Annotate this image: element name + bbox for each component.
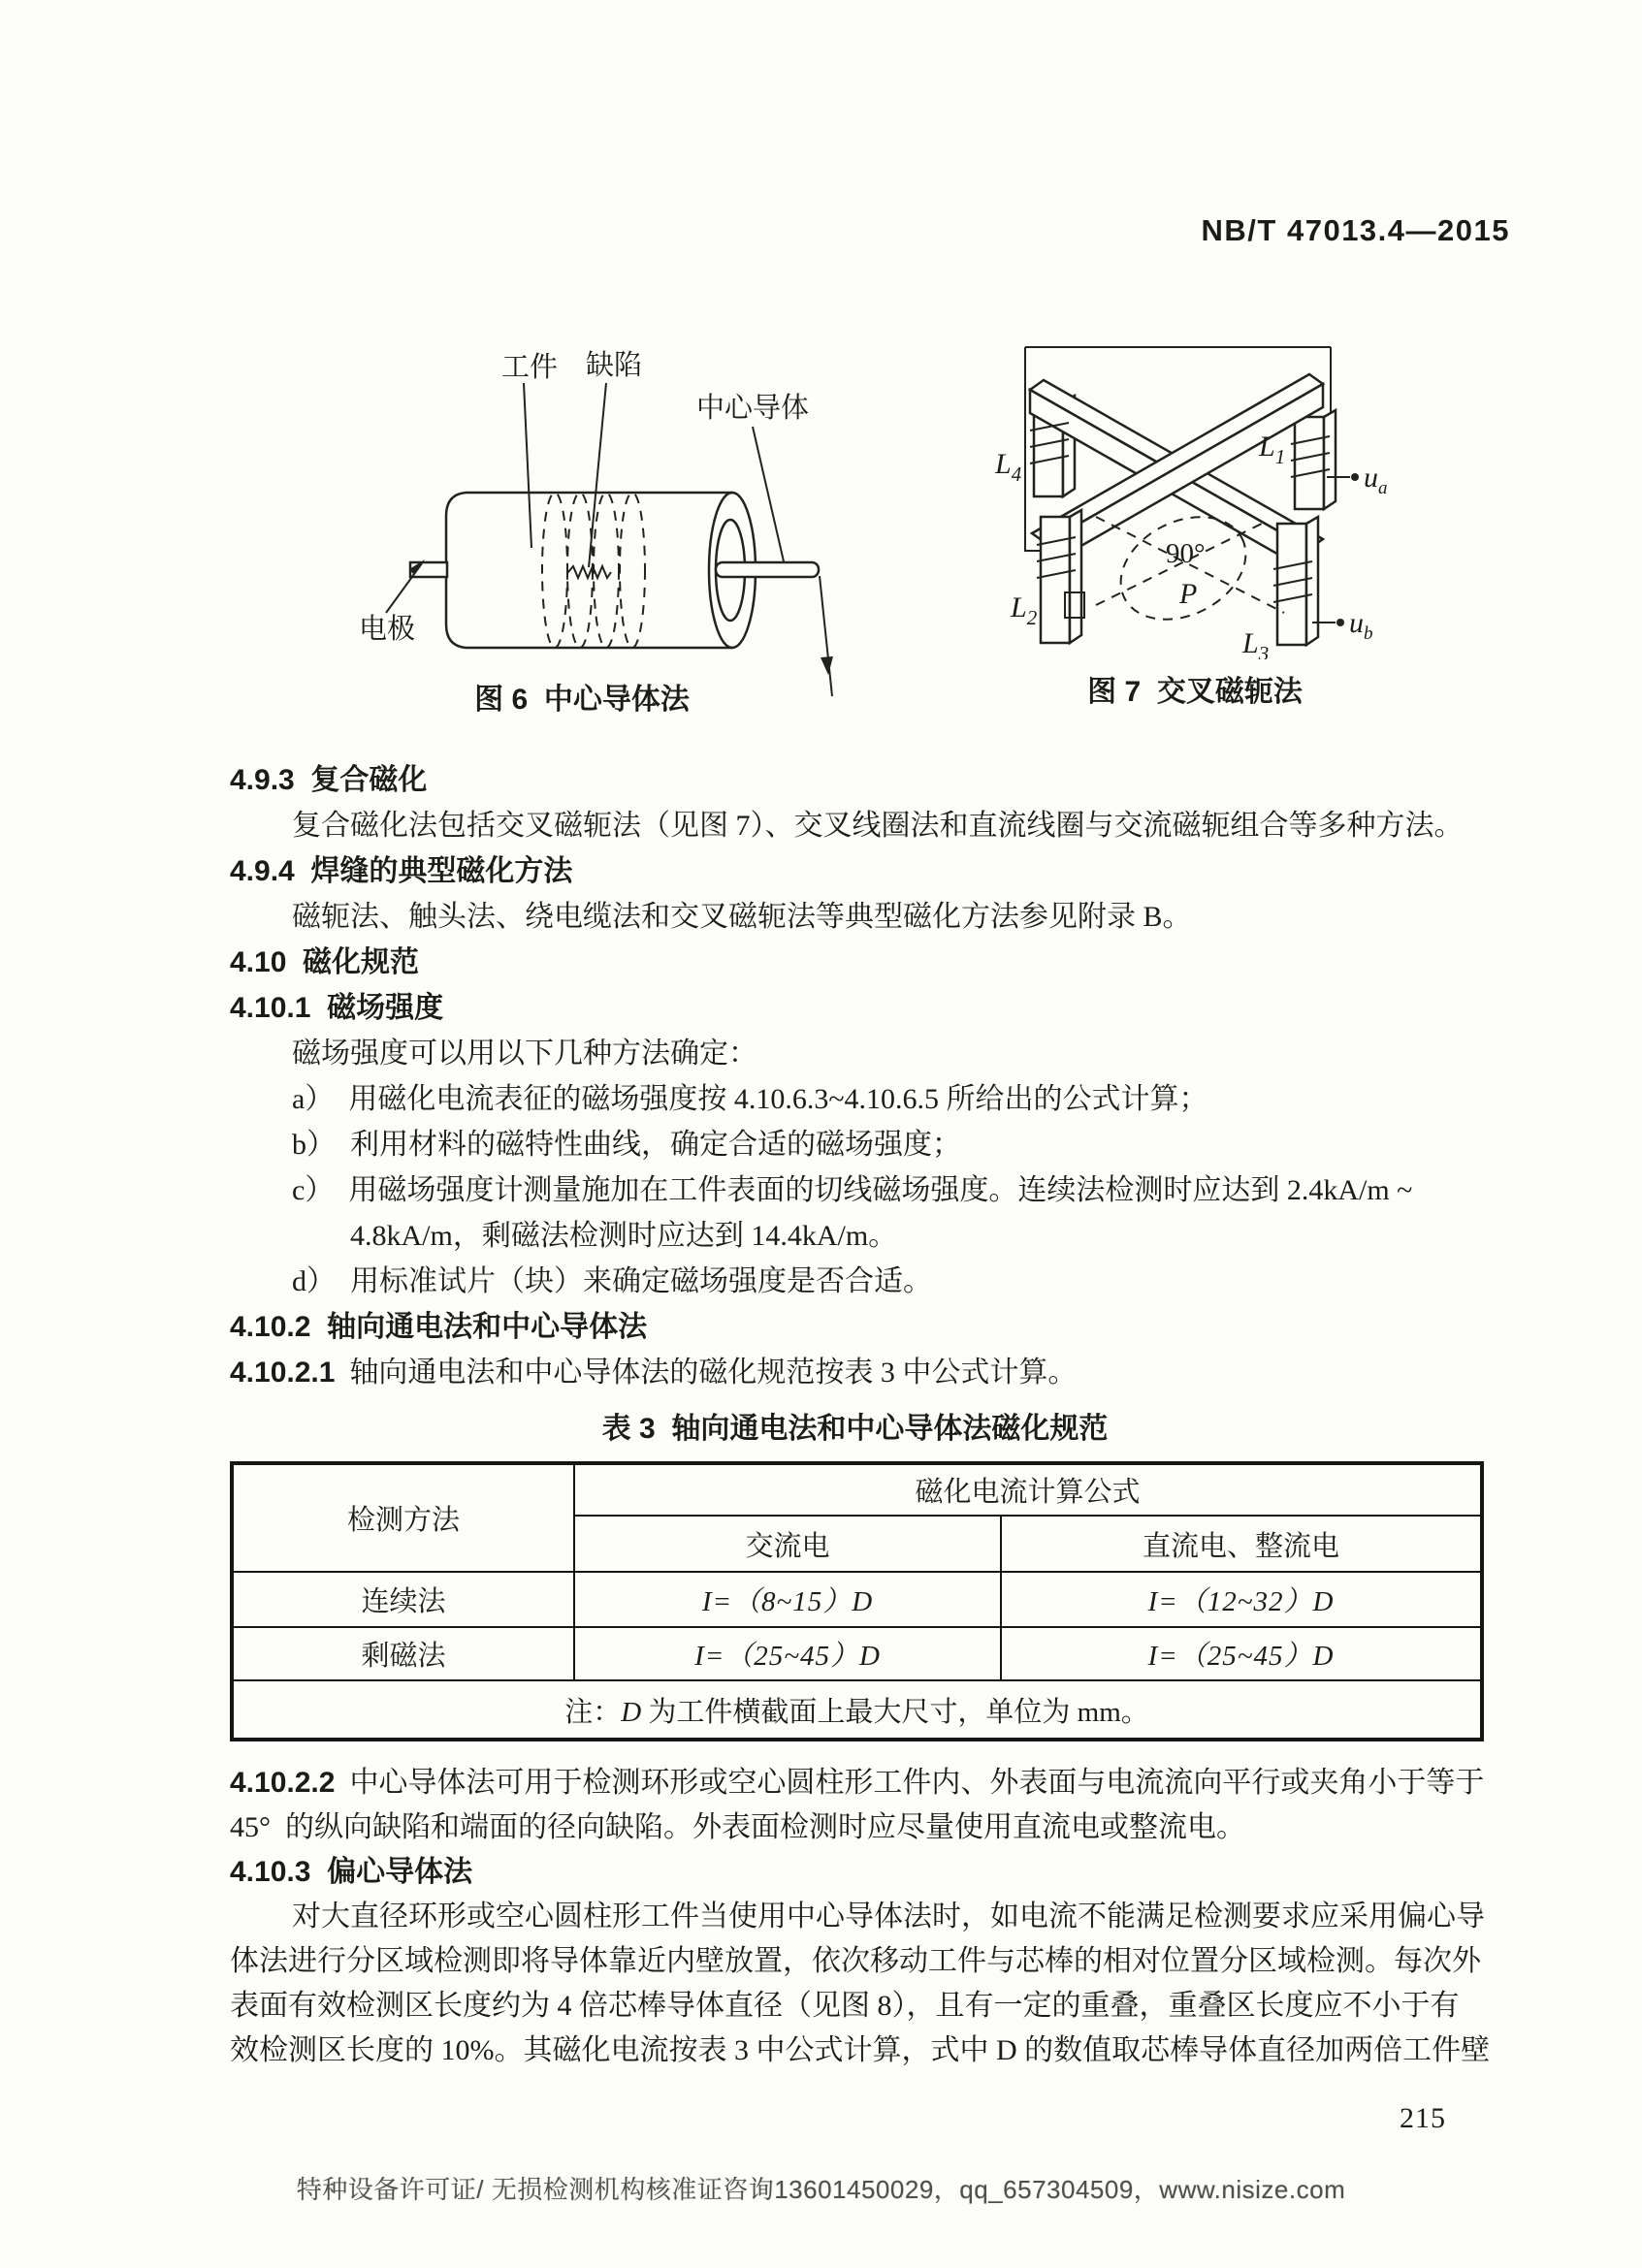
yoke-leg-l1 bbox=[1295, 417, 1324, 509]
section-heading-4-9-4: 4.9.4 焊缝的典型磁化方法 bbox=[230, 855, 573, 887]
leg-label-l1: $L_1$ bbox=[1259, 431, 1286, 468]
clause-4-10-2-1: 4.10.2.1 轴向通电法和中心导体法的磁化规范按表 3 中公式计算。 bbox=[230, 1357, 1078, 1389]
cell-method: 连续法 bbox=[232, 1572, 574, 1627]
section-heading-4-10-3: 4.10.3 偏心导体法 bbox=[230, 1856, 473, 1888]
leg-label-l3: $L_3$ bbox=[1242, 627, 1270, 659]
defect-mark bbox=[567, 566, 611, 578]
workpiece-label: 工件 bbox=[501, 352, 559, 383]
yoke-leg-l3-side bbox=[1306, 517, 1318, 645]
page-number: 215 bbox=[1400, 2102, 1446, 2134]
defect-label: 缺陷 bbox=[586, 350, 643, 381]
list-item-a: a） 用磁化电流表征的磁场强度按 4.10.6.3~4.10.6.5 所给出的公式计算； bbox=[292, 1083, 1208, 1115]
yoke-leg-l2-side bbox=[1070, 510, 1081, 643]
cell-ac-formula: I=（25~45）D bbox=[574, 1627, 1001, 1680]
magnetization-spec-table bbox=[230, 1461, 1484, 1741]
ua-arrow-dot bbox=[1351, 473, 1359, 481]
cell-dc-formula: I=（12~32）D bbox=[1001, 1572, 1482, 1627]
workpiece-leader-line bbox=[524, 383, 531, 548]
list-item-b: b） 利用材料的磁特性曲线，确定合适的磁场强度； bbox=[292, 1129, 961, 1161]
leg-label-l2: $L_2$ bbox=[1011, 591, 1038, 629]
table-3 bbox=[230, 1461, 1484, 1741]
figure-7-crossed-yoke-drawing bbox=[989, 330, 1455, 659]
voltage-label-ua: $u_a$ bbox=[1364, 462, 1388, 498]
paragraph-4-10-1: 磁场强度可以用以下几种方法确定： bbox=[292, 1038, 757, 1070]
field-ring bbox=[542, 493, 567, 648]
paragraph-4-9-3: 复合磁化法包括交叉磁轭法（见图 7）、交叉线圈法和直流线圈与交流磁轭组合等多种方法。 bbox=[292, 810, 1464, 842]
standard-number-header: NB/T 47013.4—2015 bbox=[1201, 213, 1510, 247]
body-text-block-2 bbox=[230, 1761, 1500, 2073]
body-text-block-1 bbox=[230, 757, 1500, 1395]
col-header-dc: 直流电、整流电 bbox=[1001, 1516, 1482, 1572]
ub-arrow-dot bbox=[1336, 619, 1344, 626]
list-item-d: d） 用标准试片（块）来确定磁场强度是否合适。 bbox=[292, 1265, 932, 1297]
angle-label: 90° bbox=[1166, 538, 1206, 569]
field-ring bbox=[567, 493, 593, 648]
yoke-leg-l1-side bbox=[1324, 410, 1336, 509]
table-3-title: 表 3 轴向通电法和中心导体法磁化规范 bbox=[601, 1413, 1109, 1445]
col-header-ac: 交流电 bbox=[574, 1516, 1001, 1572]
conductor-rod-right bbox=[716, 562, 819, 577]
leg-label-l4: $L_4$ bbox=[995, 448, 1022, 486]
list-item-c-line-1: c） 用磁场强度计测量施加在工件表面的切线磁场强度。连续法检测时应达到 2.4kA/m ~ bbox=[292, 1174, 1413, 1206]
section-heading-4-9-3: 4.9.3 复合磁化 bbox=[230, 764, 428, 796]
list-item-c-line-2: 4.8kA/m，剩磁法检测时应达到 14.4kA/m。 bbox=[350, 1220, 898, 1252]
cell-method: 剩磁法 bbox=[232, 1627, 574, 1680]
clause-4-10-2-2-line-2: 45° 的纵向缺陷和端面的径向缺陷。外表面检测时应尽量使用直流电或整流电。 bbox=[230, 1811, 1245, 1843]
section-heading-4-10-1: 4.10.1 磁场强度 bbox=[230, 992, 444, 1024]
field-ring bbox=[620, 493, 645, 648]
defect-leader-line bbox=[589, 383, 606, 567]
voltage-label-ub: $u_b$ bbox=[1349, 607, 1373, 644]
yoke-leg-l2 bbox=[1041, 517, 1070, 643]
col-header-method: 检测方法 bbox=[232, 1463, 574, 1572]
figure-6-central-conductor-drawing bbox=[223, 252, 883, 718]
central-conductor-leader-line bbox=[753, 427, 784, 561]
field-ring bbox=[594, 493, 619, 648]
table-row bbox=[232, 1572, 1482, 1627]
col-header-formula-group: 磁化电流计算公式 bbox=[574, 1463, 1482, 1516]
footer-watermark: 特种设备许可证/ 无损检测机构核准证咨询13601450029，qq_657304509，www.nisize.com bbox=[296, 2175, 1346, 2204]
clause-4-10-2-2-line-1: 4.10.2.2 中心导体法可用于检测环形或空心圆柱形工件内、外表面与电流流向平行或夹角小于等于 bbox=[230, 1767, 1485, 1799]
central-conductor-label: 中心导体 bbox=[696, 393, 810, 424]
table-note: 注：D 为工件横截面上最大尺寸，单位为 mm。 bbox=[232, 1680, 1482, 1740]
figure-7-caption: 图 7 交叉磁轭法 bbox=[1087, 676, 1303, 708]
paragraph-4-10-3-line-2: 体法进行分区域检测即将导体靠近内壁放置，依次移动工件与芯棒的相对位置分区域检测。每次外 bbox=[230, 1945, 1481, 1977]
paragraph-4-9-4: 磁轭法、触头法、绕电缆法和交叉磁轭法等典型磁化方法参见附录 B。 bbox=[292, 901, 1192, 933]
electrode-lead-right bbox=[820, 576, 832, 696]
point-p-label: P bbox=[1179, 578, 1198, 610]
section-heading-4-10-2: 4.10.2 轴向通电法和中心导体法 bbox=[230, 1311, 648, 1343]
paragraph-4-10-3-line-1: 对大直径环形或空心圆柱形工件当使用中心导体法时，如电流不能满足检测要求应采用偏心导 bbox=[292, 1901, 1485, 1933]
paragraph-4-10-3-line-4: 效检测区长度的 10%。其磁化电流按表 3 中公式计算，式中 D 的数值取芯棒导体直径加两倍工件壁 bbox=[230, 2034, 1491, 2066]
paragraph-4-10-3-line-3: 表面有效检测区长度约为 4 倍芯棒导体直径（见图 8），且有一定的重叠，重叠区长度应不小于有 bbox=[230, 1990, 1460, 2022]
electrode-label: 电极 bbox=[359, 614, 416, 645]
figure-6-caption: 图 6 中心导体法 bbox=[474, 684, 690, 716]
cell-ac-formula: I=（8~15）D bbox=[574, 1572, 1001, 1627]
cell-dc-formula: I=（25~45）D bbox=[1001, 1627, 1482, 1680]
current-arrowhead-right bbox=[821, 656, 833, 675]
section-heading-4-10: 4.10 磁化规范 bbox=[230, 946, 420, 978]
table-row bbox=[232, 1627, 1482, 1680]
